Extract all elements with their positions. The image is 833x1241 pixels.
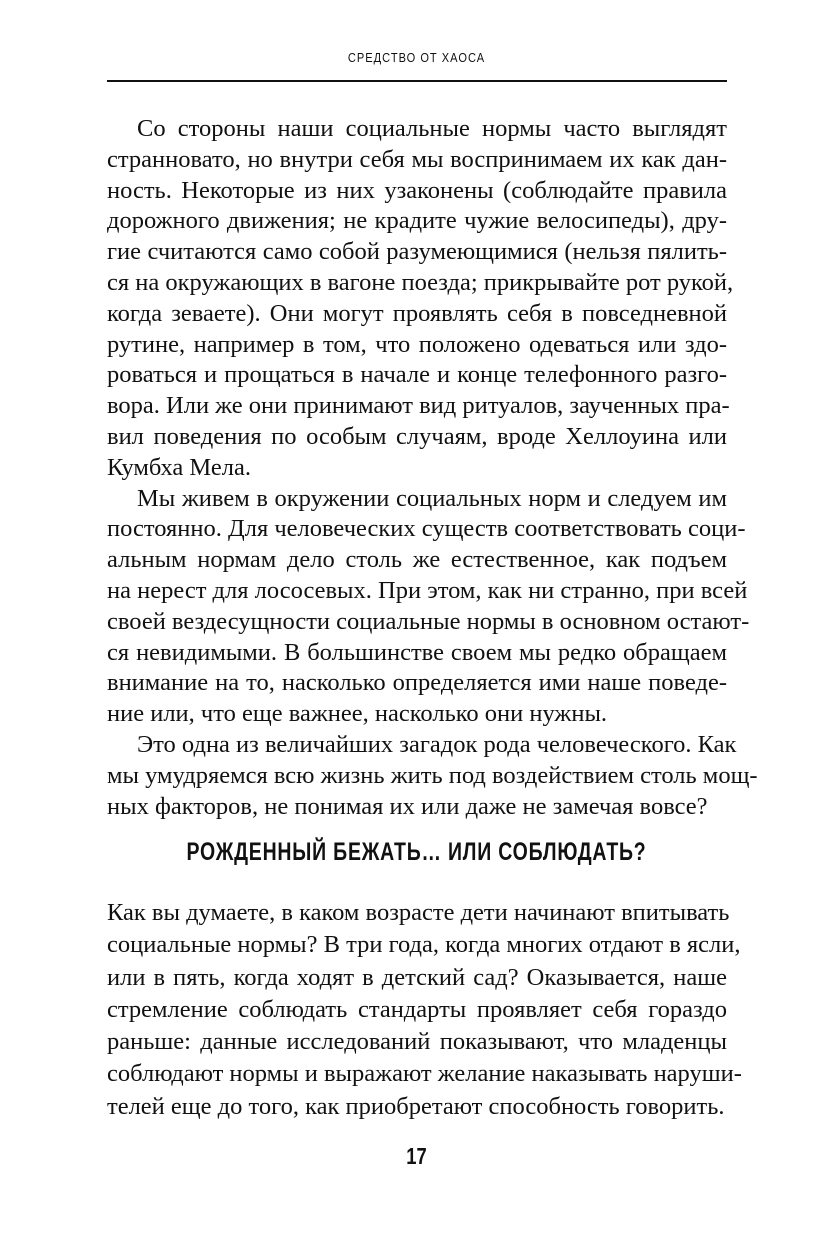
- text-line: телей еще до того, как приобретают способность говорить.: [107, 1092, 725, 1120]
- text-line: или в пять, когда ходят в детский сад? Оказывается, наше: [107, 963, 727, 991]
- text-line: своей вездесущности социальные нормы в основном остают-: [107, 607, 750, 635]
- text-line: ных факторов, не понимая их или даже не замечая вовсе?: [107, 792, 708, 820]
- text-line: ся невидимыми. В большинстве своем мы редко обращаем: [107, 638, 727, 666]
- paragraph: [107, 484, 750, 730]
- text-line: стремление соблюдать стандарты проявляет себя гораздо: [107, 995, 727, 1023]
- text-line: странновато, но внутри себя мы воспринимаем их как дан-: [107, 145, 727, 173]
- text-line: мы умудряемся всю жизнь жить под воздействием столь мощ-: [107, 761, 758, 789]
- text-line: Это одна из величайших загадок рода человеческого. Как: [137, 730, 737, 758]
- paragraph: [107, 114, 734, 484]
- page-number: 17: [406, 1143, 427, 1169]
- text-line: роваться и прощаться в начале и конце телефонного разго-: [107, 361, 727, 389]
- text-line: Как вы думаете, в каком возрасте дети начинают впитывать: [107, 899, 730, 926]
- text-line: соблюдают нормы и выражают желание наказывать наруши-: [107, 1060, 742, 1088]
- paragraph: [107, 897, 742, 1123]
- text-line: ся на окружающих в вагоне поезда; прикрывайте рот рукой,: [107, 268, 734, 296]
- text-line: Кумбха Мела.: [107, 453, 251, 481]
- text-line: раньше: данные исследований показывают, что младенцы: [107, 1028, 727, 1056]
- text-line: социальные нормы? В три года, когда многих отдают в ясли,: [107, 931, 741, 959]
- text-line: рутине, например в том, что положено одеваться или здо-: [107, 330, 727, 358]
- text-line: постоянно. Для человеческих существ соответствовать соци-: [107, 515, 746, 543]
- text-line: вил поведения по особым случаям, вроде Хеллоуина или: [107, 422, 727, 450]
- text-line: альным нормам дело столь же естественное, как подъем: [107, 546, 727, 574]
- text-line: Со стороны наши социальные нормы часто выглядят: [137, 115, 727, 142]
- section-heading: РОЖДЕННЫЙ БЕЖАТЬ… ИЛИ СОБЛЮДАТЬ?: [186, 838, 647, 866]
- text-line: ность. Некоторые из них узаконены (соблюдайте правила: [107, 176, 727, 204]
- text-line: дорожного движения; не крадите чужие велосипеды), дру-: [107, 207, 727, 235]
- header-rule: [107, 80, 727, 82]
- text-line: на нерест для лососевых. При этом, как ни странно, при всей: [107, 576, 748, 604]
- body-text-section-1: [107, 114, 758, 822]
- text-line: вора. Или же они принимают вид ритуалов, заученных пра-: [107, 392, 730, 420]
- text-line: внимание на то, насколько определяется ими наше поведе-: [107, 669, 727, 697]
- text-line: ние или, что еще важнее, насколько они нужны.: [107, 700, 608, 728]
- text-line: когда зеваете). Они могут проявлять себя в повседневной: [107, 299, 727, 327]
- running-head: СРЕДСТВО ОТ ХАОСА: [347, 50, 486, 65]
- text-line: гие считаются само собой разумеющимися (нельзя пялить-: [107, 238, 727, 266]
- paragraph: [107, 730, 758, 822]
- body-text-section-2: [107, 897, 742, 1123]
- text-line: Мы живем в окружении социальных норм и следуем им: [137, 484, 727, 512]
